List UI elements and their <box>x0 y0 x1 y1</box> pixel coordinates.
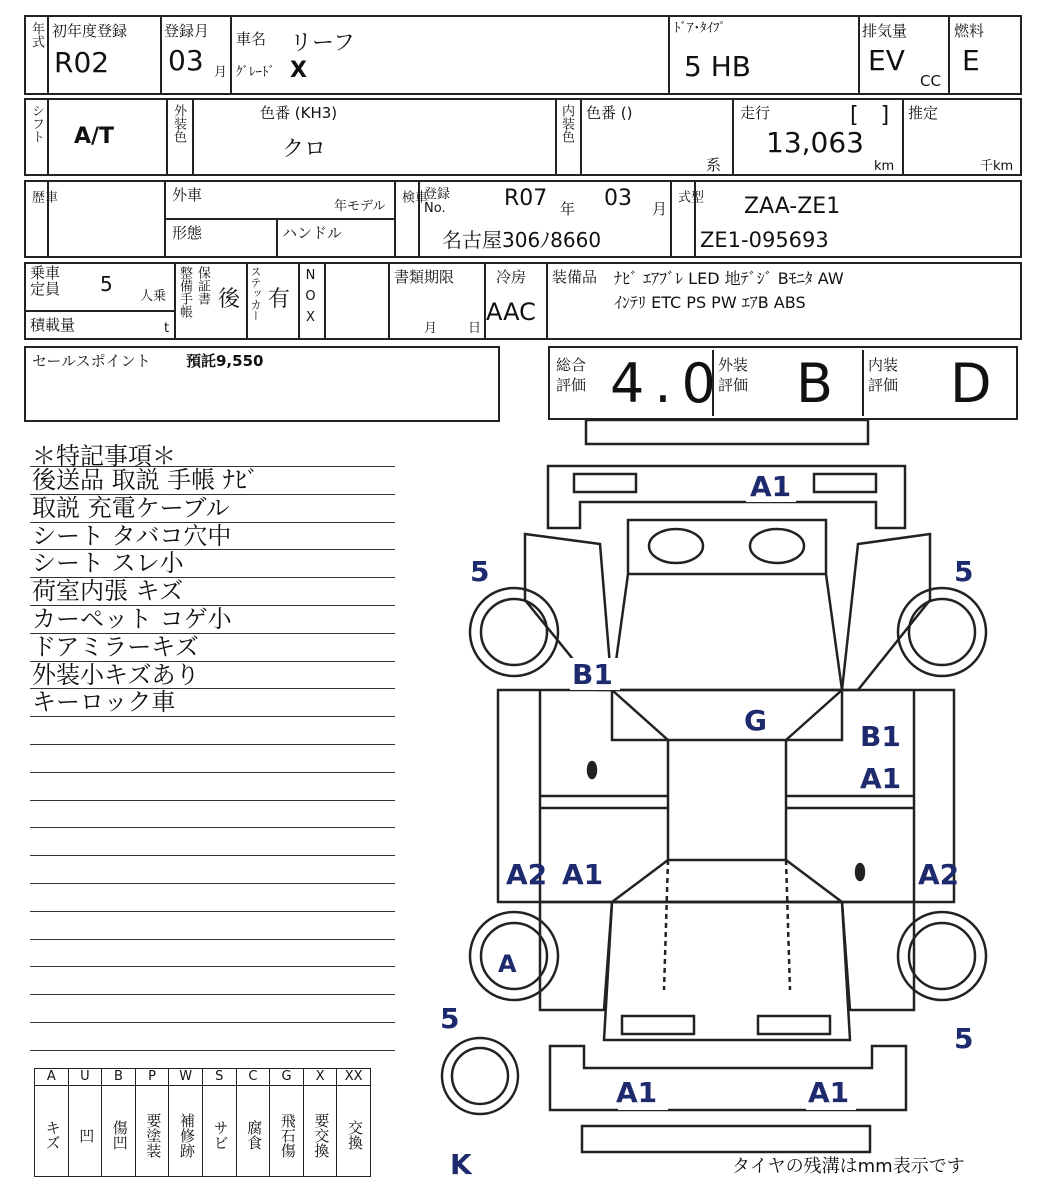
docs-label: 書類期限 <box>394 268 455 286</box>
legend-code: A <box>34 1068 69 1086</box>
mark-rear-bumper-left: A1 <box>616 1076 658 1109</box>
foreign-label: 外車 <box>172 186 203 204</box>
legend-code: S <box>202 1068 237 1086</box>
sticker-value: 有 <box>268 287 291 312</box>
legend-code: P <box>135 1068 170 1086</box>
shift-label: シフト <box>29 104 44 143</box>
km-unit: km <box>874 159 895 174</box>
history-label: 車歴 <box>29 190 57 221</box>
estimate-label: 推定 <box>908 104 939 122</box>
mark-rear-bumper-right: A1 <box>808 1076 850 1109</box>
note-line: シート スレ小 <box>32 549 184 578</box>
warranty-label: 保証書 <box>195 266 210 305</box>
first-reg-value: R02 <box>54 46 110 79</box>
exterior-grade-value: B <box>796 352 834 415</box>
reg-no-label: 登録No. <box>424 187 451 216</box>
legend-code: C <box>236 1068 271 1086</box>
inspection-month: 03 <box>604 186 632 211</box>
note-line: ドアミラーキズ <box>32 632 199 661</box>
note-line: シート タバコ穴中 <box>32 521 232 550</box>
inspection-date: R07 <box>504 186 548 211</box>
chassis-value: ZE1-095693 <box>700 228 829 252</box>
mark-hood-left: B1 <box>572 658 613 691</box>
tire-front-right <box>898 588 986 676</box>
fuel-label: 燃料 <box>954 22 985 40</box>
displacement-value: EV <box>868 44 905 77</box>
docs-day: 日 <box>468 321 482 336</box>
aircon-value: AAC <box>486 298 536 326</box>
model-code: ZAA-ZE1 <box>744 194 841 219</box>
notes-title: ＊特記事項＊ <box>32 442 176 470</box>
mark-front-bumper: A1 <box>750 470 792 503</box>
emblem-right <box>750 529 804 563</box>
sticker-label: ステッカー <box>249 266 262 321</box>
mark-tire-front-left: 5 <box>470 555 490 588</box>
mark-rear-wheel-left: A <box>498 950 517 978</box>
grade-value: X <box>290 58 307 83</box>
legend-meaning: 交換 <box>336 1085 371 1177</box>
warranty-value: 後 <box>218 287 241 312</box>
capacity-label: 乗車定員 <box>30 264 61 298</box>
capacity-unit: 人乗 <box>140 289 167 304</box>
rear-bar <box>582 1126 870 1152</box>
type-label: 型式 <box>675 190 703 221</box>
legend-meaning: サビ <box>202 1085 237 1177</box>
aircon-label: 冷房 <box>496 268 527 286</box>
mileage-value: 13,063 <box>766 126 864 159</box>
maintenance-label: 整備手帳 <box>177 266 192 318</box>
interior-grade-value: D <box>950 352 992 415</box>
nox-label: NOX <box>303 268 318 331</box>
int-color-suffix: 系 <box>706 156 722 174</box>
legend-code: W <box>168 1068 203 1086</box>
overall-grade-value: 4.0 <box>610 352 726 415</box>
rear-section <box>540 902 914 1010</box>
sales-point-value: 預託9,550 <box>186 352 264 370</box>
year-unit: 年 <box>560 200 576 218</box>
mark-rear-door-left-a1: A1 <box>562 858 604 891</box>
equipment-label: 装備品 <box>552 268 598 286</box>
first-reg-label: 初年度登録 <box>52 22 128 40</box>
emblem-left <box>649 529 703 563</box>
int-color-no-label: 色番 () <box>586 104 633 122</box>
note-line: 荷室内張 キズ <box>32 577 184 606</box>
note-line: 外装小キズあり <box>32 660 200 689</box>
docs-month: 月 <box>424 321 438 336</box>
mark-spare-label: K <box>450 1148 472 1181</box>
grade-label: ｸﾞﾚｰﾄﾞ <box>236 65 275 80</box>
reg-month-value: 03 <box>168 44 204 77</box>
legend-meaning: 要塗装 <box>135 1085 170 1177</box>
capacity-value: 5 <box>100 272 113 296</box>
mark-spare-tire: 5 <box>440 1002 460 1035</box>
headlight-left <box>574 474 636 492</box>
color-no-label: 色番 (KH3) <box>260 104 338 122</box>
handle-label: ハンドル <box>282 224 343 242</box>
interior-grade-label: 内装評価 <box>868 356 899 394</box>
legend-meaning: 傷凹 <box>101 1085 136 1177</box>
note-line: カーペット コゲ小 <box>32 605 232 633</box>
legend-code: X <box>303 1068 338 1086</box>
tire-note: タイヤの残溝はmm表示です <box>732 1156 965 1177</box>
cc-unit: CC <box>920 72 941 90</box>
fuel-value: E <box>962 44 980 77</box>
ext-color-label: 外装色 <box>171 104 186 143</box>
car-name-label: 車名 <box>236 30 267 48</box>
spare-tire <box>442 1038 518 1114</box>
mark-roof: G <box>744 704 767 737</box>
month-unit: 月 <box>214 65 228 80</box>
thousand-km-unit: 千km <box>980 159 1014 174</box>
model-year-label: 年モデル <box>334 199 386 214</box>
color-value: クロ <box>282 137 327 162</box>
load-label: 積載量 <box>30 316 76 334</box>
mileage-bracket: [ ] <box>850 103 890 128</box>
displacement-label: 排気量 <box>862 22 908 40</box>
hood <box>612 520 842 690</box>
note-line: キーロック車 <box>32 688 176 717</box>
legend-meaning: 飛石傷 <box>269 1085 304 1177</box>
legend-meaning: 凹 <box>68 1085 103 1177</box>
overall-grade-label: 総合評価 <box>556 356 587 394</box>
int-color-label: 内装色 <box>559 104 574 143</box>
front-bumper <box>548 466 905 528</box>
legend-code: G <box>269 1068 304 1086</box>
taillight-left <box>622 1016 694 1034</box>
legend-meaning: 要交換 <box>303 1085 338 1177</box>
legend-code: U <box>68 1068 103 1086</box>
shift-value: A/T <box>74 124 115 149</box>
roof <box>668 740 786 860</box>
year-label: 年式 <box>29 22 44 48</box>
legend-meaning: 腐食 <box>236 1085 271 1177</box>
door-type-label: ﾄﾞｱ･ﾀｲﾌﾟ <box>674 21 726 36</box>
note-line: 取説 充電ケーブル <box>32 493 230 522</box>
sales-point-label: セールスポイント <box>32 352 151 370</box>
car-name-value: リーフ <box>290 31 355 56</box>
legend-meaning: 補修跡 <box>168 1085 203 1177</box>
load-unit: t <box>164 321 170 336</box>
mileage-label: 走行 <box>740 104 771 122</box>
inspection-label: 車検 <box>399 190 427 221</box>
mark-door-right-a1: A1 <box>860 762 902 795</box>
mark-door-right-b1: B1 <box>860 720 901 753</box>
equipment-line1: ﾅﾋﾞ ｴｱﾌﾞﾚ LED 地ﾃﾞｼﾞ Bﾓﾆﾀ AW <box>614 269 844 288</box>
taillight-right <box>758 1016 830 1034</box>
month-unit: 月 <box>652 200 668 218</box>
note-line: 後送品 取説 手帳 ﾅﾋﾞ <box>32 466 259 494</box>
exterior-grade-label: 外装評価 <box>718 356 749 394</box>
mark-rear-door-right-a2: A2 <box>918 858 960 891</box>
mark-rear-door-left-a2: A2 <box>506 858 548 891</box>
form-label: 形態 <box>172 224 203 242</box>
legend-meaning: キズ <box>34 1085 69 1177</box>
headlight-right <box>814 474 876 492</box>
equipment-line2: ｲﾝﾃﾘ ETC PS PW ｴｱB ABS <box>614 293 806 312</box>
tire-rear-right <box>898 912 986 1000</box>
mark-tire-rear-right: 5 <box>954 1022 974 1055</box>
door-type-value: 5 HB <box>684 50 751 83</box>
plate-value: 名古屋306ﾉ8660 <box>442 228 602 252</box>
legend-code: B <box>101 1068 136 1086</box>
front-bar <box>586 420 868 444</box>
legend-code: XX <box>336 1068 371 1086</box>
reg-month-label: 登録月 <box>164 22 210 40</box>
mark-tire-front-right: 5 <box>954 555 974 588</box>
tire-front-left <box>470 588 558 676</box>
